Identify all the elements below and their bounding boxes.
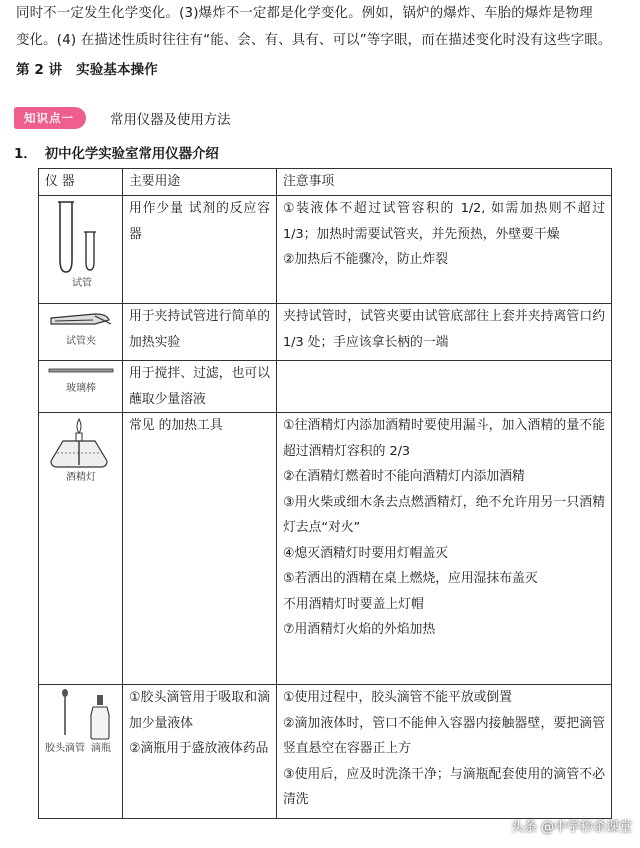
table-header-row: [39, 169, 612, 196]
note-item: ④熄灭酒精灯时要用灯帽盖灭: [283, 545, 449, 561]
chapter-title: 实验基本操作: [76, 62, 158, 78]
note-item: ②在酒精灯燃着时不能向酒精灯内添加酒精: [283, 469, 525, 484]
instrument-label: 酒精灯: [66, 472, 96, 483]
use-cell: 用作少量 试剂的反应容器: [123, 196, 277, 304]
table-row: [39, 685, 612, 819]
use-item: ②滴瓶用于盛放液体药品: [129, 741, 269, 756]
notes-cell: [277, 413, 612, 685]
instrument-label-dropper: 胶头滴管: [45, 743, 85, 754]
alcohol-lamp-icon: [45, 413, 117, 483]
note-item: 夹持试管时，试管夹要由试管底部往上套并夹持离管口约 1/3 处；手应该拿长柄的一端: [283, 309, 605, 350]
instrument-cell: [39, 196, 123, 304]
table-row: [39, 361, 612, 413]
note-item: ①使用过程中，胶头滴管不能平放或倒置: [283, 690, 513, 705]
note-item: ①装液体不超过试管容积的 1/2, 如需加热则不超过 1/3；加热时需要试管夹，并先预热，外壁要干燥: [283, 201, 605, 242]
instrument-cell: [39, 413, 123, 685]
instrument-label-bottle: 滴瓶: [91, 743, 111, 754]
section-title: 初中化学实验室常用仪器介绍: [44, 147, 219, 162]
header-use: 主要用途: [123, 169, 277, 196]
note-item: ②滴加液体时，管口不能伸入容器内接触器壁，要把滴管竖直悬空在容器正上方: [283, 715, 605, 756]
use-cell: 常见 的加热工具: [123, 413, 277, 685]
note-item: ②加热后不能骤冷，防止炸裂: [283, 252, 449, 267]
test-tube-icon: [46, 196, 116, 288]
chapter-number: 第 2 讲: [16, 62, 63, 78]
notes-cell: [277, 361, 612, 413]
section-heading: [14, 143, 219, 162]
note-item: ⑦用酒精灯火焰的外焰加热: [283, 622, 436, 637]
use-cell: 用于夹持试管进行简单的加热实验: [123, 304, 277, 361]
glass-rod-icon: [45, 361, 117, 397]
note-item: ③用火柴或细木条去点燃酒精灯，绝不允许用另一只酒精灯去点“对火”: [283, 494, 605, 535]
note-item: ①往酒精灯内添加酒精时要使用漏斗，加入酒精的量不能超过酒精灯容积的 2/3: [283, 418, 605, 459]
knowledge-badge: 知识点一: [14, 107, 86, 129]
table-row: [39, 413, 612, 685]
instrument-cell: [39, 304, 123, 361]
instrument-label: 玻璃棒: [66, 383, 96, 394]
table-row: [39, 196, 612, 304]
instrument-cell: [39, 685, 123, 819]
note-item: ③使用后，应及时洗涤干净；与滴瓶配套使用的滴管不必清洗: [283, 766, 605, 807]
table-row: [39, 304, 612, 361]
instrument-table: [38, 168, 612, 819]
test-tube-clamp-icon: [45, 304, 117, 348]
watermark: 头条 @中学秒杀课堂: [510, 820, 632, 835]
notes-cell: [277, 196, 612, 304]
note-item: 不用酒精灯时要盖上灯帽: [283, 596, 424, 612]
instrument-cell: [39, 361, 123, 413]
header-notes: 注意事项: [277, 169, 612, 196]
knowledge-title: 常用仪器及使用方法: [110, 112, 231, 128]
instrument-label: 试管: [71, 278, 92, 288]
header-instrument: 仪 器: [39, 169, 123, 196]
section-number: 1．: [14, 147, 37, 162]
dropper-bottle-icon: [45, 685, 121, 755]
notes-cell: [277, 304, 612, 361]
use-cell: 用于搅拌、过滤，也可以蘸取少量溶液: [123, 361, 277, 413]
chapter-heading: [16, 58, 158, 78]
notes-cell: [277, 685, 612, 819]
use-cell: [123, 685, 277, 819]
use-item: ①胶头滴管用于吸取和滴加少量液体: [129, 690, 270, 731]
note-item: ⑤若洒出的酒精在桌上燃烧，应用湿抹布盖灭: [283, 571, 538, 586]
intro-line-2: 变化。(4) 在描述性质时往往有“能、会、有、具有、可以”等字眼，而在描述变化时没有这些字眼。: [16, 33, 612, 48]
instrument-label: 试管夹: [66, 336, 96, 347]
intro-line-1: 同时不一定发生化学变化。(3)爆炸不一定都是化学变化。例如，锅炉的爆炸、车胎的爆炸是物理: [16, 6, 593, 21]
knowledge-point-header: [14, 107, 231, 129]
